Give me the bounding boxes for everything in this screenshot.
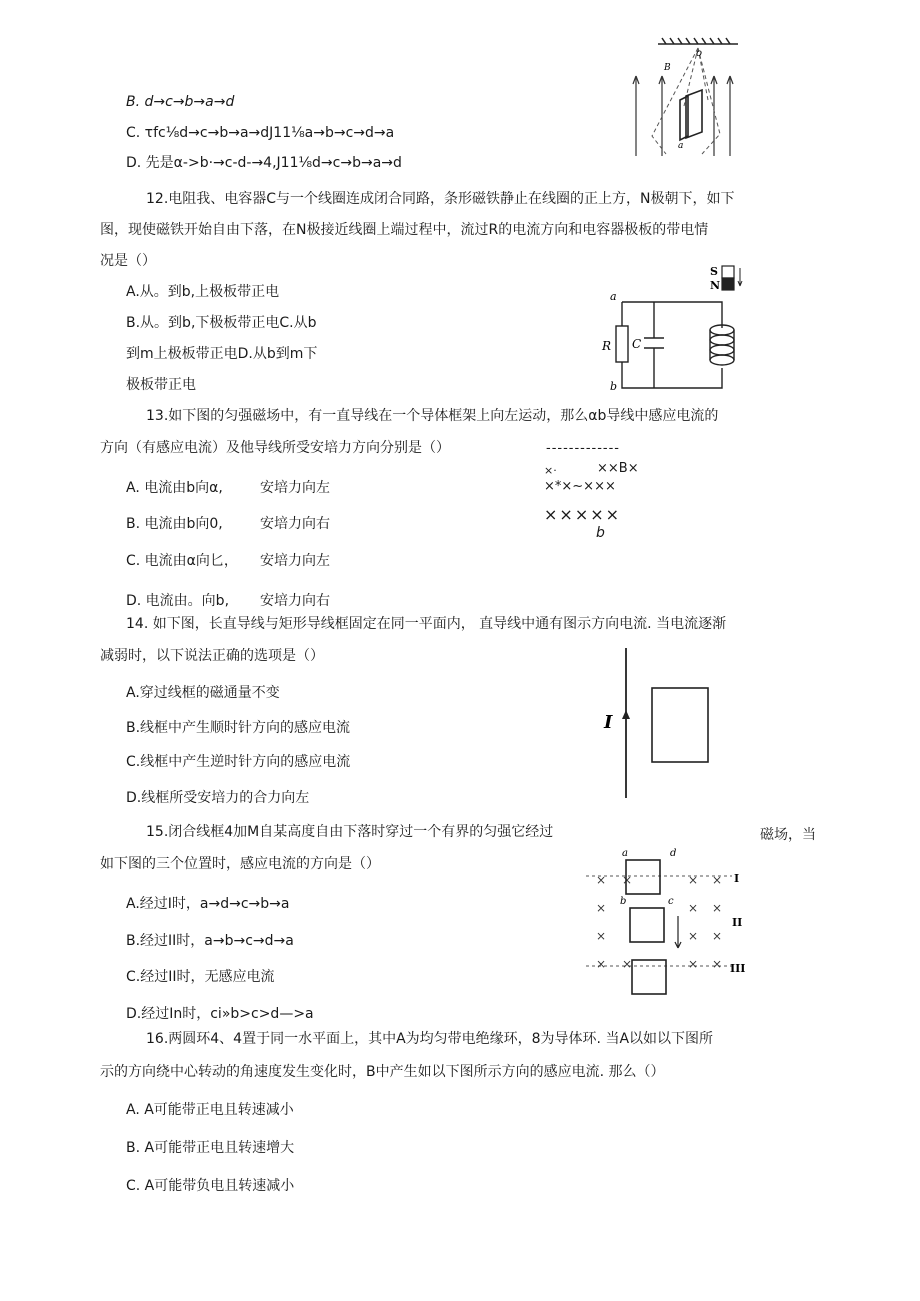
q15-stem-line1: 15.闭合线框4加M自某高度自由下落时穿过一个有界的匀强它经过 [146, 824, 554, 840]
q13-option-c: C. 电流由α向匕， [126, 553, 238, 569]
q15-figure [582, 842, 752, 998]
q12-stem-line1: 12.电阻我、电容器C与一个线圈连成闭合同路，条形磁铁静止在线圈的正上方，N极朝下，如下 [146, 191, 735, 207]
q14-figure [600, 648, 720, 800]
q13-label-b: b [596, 525, 605, 541]
q12-option-b: B.从。到b,下极板带正电C.从b [126, 315, 317, 331]
q13-field-row1-right: ××B× [597, 461, 639, 476]
q14-option-a: A.穿过线框的磁通量不变 [126, 685, 280, 701]
coil-frame [680, 90, 702, 140]
svg-text:×: × [596, 901, 607, 915]
q12-option-a: A.从。到b,上极板带正电 [126, 284, 280, 300]
q12-option-b-cont: 到m上极板带正电D.从b到m下 [126, 346, 318, 362]
q11-option-d: D. 先是α->b·→c-d-→4,J11⅛d→c→b→a→d [126, 155, 402, 171]
circuit-label-r: R [602, 339, 612, 353]
field-boundaries [586, 876, 732, 966]
q16-option-a: A. A可能带正电且转速减小 [126, 1102, 294, 1118]
q14-stem-line1: 14. 如下图，长直导线与矩形导线框固定在同一平面内， 直导线中通有图示方向电流. 当电流逐渐 [126, 616, 727, 632]
loop-label-b: b [620, 896, 627, 907]
magnet-label-s: S [710, 265, 718, 278]
q13-option-d: D. 电流由。向b, [126, 593, 230, 609]
q11-option-c: C. τfc⅛d→c→b→a→dJ11⅛a→b→c→d→a [126, 125, 395, 141]
q13-field-row1-left: ×· [544, 464, 557, 477]
q13-field-row3: ××××× [544, 505, 622, 524]
current-arrow [622, 710, 630, 719]
q13-option-b: B. 电流由b向0, [126, 516, 223, 532]
q15-stem-line2: 如下图的三个位置时，感应电流的方向是（） [100, 856, 380, 872]
svg-text:×: × [596, 873, 607, 887]
bar-magnet [722, 266, 742, 290]
q11-figure [626, 36, 742, 160]
rectangular-loop [652, 688, 708, 762]
svg-text:×: × [712, 957, 723, 971]
q14-stem-line2: 减弱时，以下说法正确的选项是（） [100, 648, 324, 664]
q13-stem-line2: 方向（有感应电流）及他导线所受安培力方向分别是（） [100, 440, 450, 456]
q15-stem-line1-right: 磁场，当 [760, 827, 816, 843]
current-label-i: I [604, 712, 613, 733]
svg-text:×: × [622, 957, 633, 971]
svg-text:×: × [712, 901, 723, 915]
magnetic-field-crosses [596, 873, 722, 971]
svg-text:×: × [688, 929, 699, 943]
q16-stem-line2: 示的方向绕中心转动的角速度发生变化时，B中产生如以下图所示方向的感应电流. 那么（） [100, 1064, 665, 1080]
q16-stem-line1: 16.两圆环4、4置于同一水平面上，其中A为均匀带电绝缘环，8为导体环. 当A以如以下图所 [146, 1031, 714, 1047]
q16-option-c: C. A可能带负电且转速减小 [126, 1178, 295, 1194]
q14-option-b: B.线框中产生顺时针方向的感应电流 [126, 720, 351, 736]
coil [710, 325, 734, 365]
q13-option-b-force: 安培力向右 [260, 516, 330, 532]
circuit-label-c: C [632, 337, 642, 351]
q15-option-b: B.经过II时，a→b→c→d→a [126, 933, 294, 949]
resistor-r [616, 326, 628, 362]
q12-option-b-cont2: 极板带正电 [126, 377, 196, 393]
q12-stem-line2: 图，现使磁铁开始自由下落，在N极接近线圈上端过程中，流过R的电流方向和电容器极板的带电情 [100, 222, 709, 238]
q13-field-top-border: ------------- [546, 441, 620, 456]
q11-label-a: a [678, 141, 684, 151]
loop-label-a: a [622, 848, 628, 859]
q12-circuit-figure [598, 260, 748, 394]
svg-text:×: × [688, 901, 699, 915]
q13-option-c-force: 安培力向左 [260, 553, 330, 569]
position-label-i: I [734, 872, 740, 885]
svg-text:×: × [688, 873, 699, 887]
q14-option-d: D.线框所受安培力的合力向左 [126, 790, 310, 806]
q16-option-b: B. A可能带正电且转速增大 [126, 1140, 295, 1156]
q15-option-c: C.经过II时，无感应电流 [126, 969, 275, 985]
falling-arrow [675, 916, 681, 948]
q11-label-b: B [664, 63, 671, 73]
svg-text:×: × [622, 873, 633, 887]
svg-text:×: × [712, 873, 723, 887]
q13-stem-line1: 13.如下图的匀强磁场中，有一直导线在一个导体框架上向左运动，那么αb导线中感应电流的 [146, 408, 719, 424]
magnet-label-n: N [710, 279, 721, 292]
circuit-label-b: b [610, 380, 618, 393]
svg-text:×: × [596, 929, 607, 943]
loop-label-d: d [670, 848, 677, 859]
svg-text:×: × [712, 929, 723, 943]
q11-option-b: B. d→c→b→a→d [126, 94, 235, 110]
svg-text:×: × [688, 957, 699, 971]
q12-stem-line3: 况是（） [100, 253, 156, 269]
q13-option-a: A. 电流由b向α, [126, 480, 223, 496]
q15-option-a: A.经过I时，a→d→c→b→a [126, 896, 290, 912]
q13-option-d-force: 安培力向右 [260, 593, 330, 609]
position-label-iii: III [730, 962, 746, 975]
q14-option-c: C.线框中产生逆时针方向的感应电流 [126, 754, 351, 770]
circuit-label-a: a [610, 290, 617, 303]
svg-text:×: × [596, 957, 607, 971]
q15-option-d: D.经过In时，ci»b>c>d—>a [126, 1006, 314, 1022]
q13-option-a-force: 安培力向左 [260, 480, 330, 496]
ceiling-hatch [658, 38, 738, 44]
loop-label-c: c [668, 896, 674, 907]
q13-field-row2: ×*×~××× [544, 479, 616, 494]
position-label-ii: II [732, 916, 743, 929]
q11-label-o: o [696, 48, 703, 59]
capacitor-c [644, 338, 664, 348]
